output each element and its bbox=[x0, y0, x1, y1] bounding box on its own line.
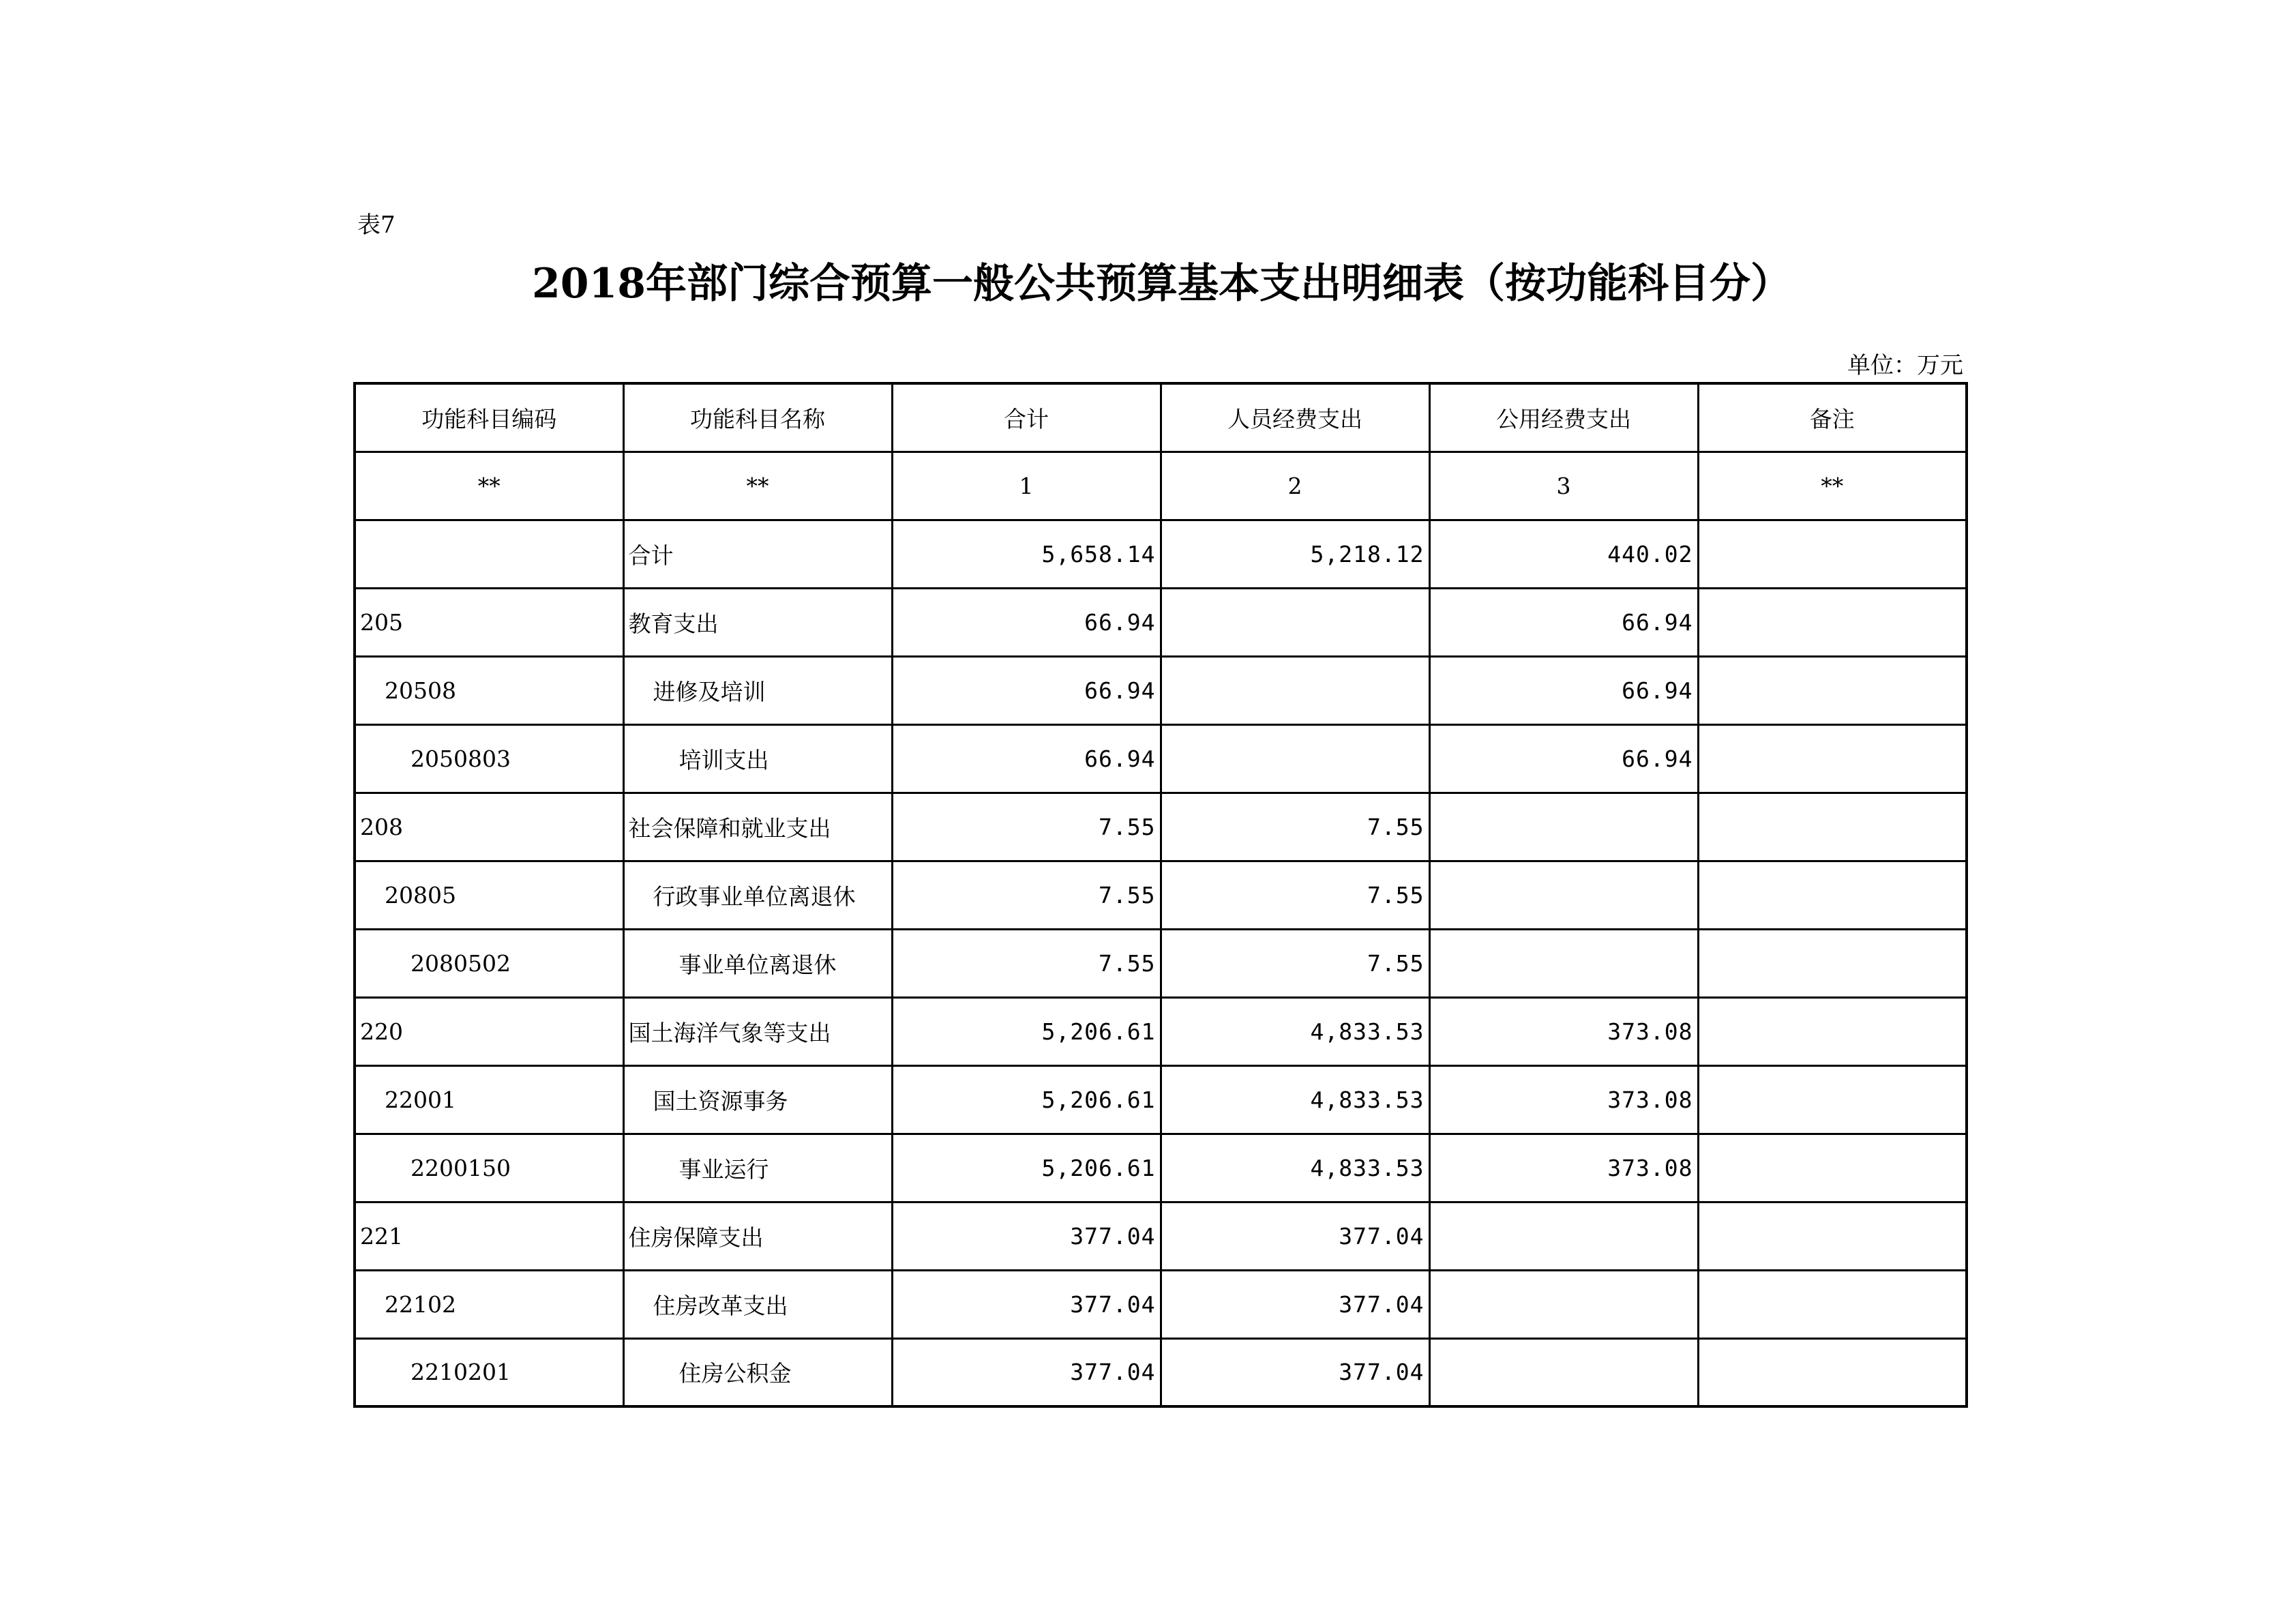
subheader-cell: ** bbox=[355, 452, 623, 520]
unit-label: 单位：万元 bbox=[1847, 352, 1963, 379]
cell-name: 事业单位离退休 bbox=[623, 929, 892, 997]
cell-public: 66.94 bbox=[1429, 724, 1698, 793]
cell-total: 66.94 bbox=[892, 588, 1161, 656]
table-row bbox=[355, 997, 1967, 1065]
subheader-cell: 3 bbox=[1429, 452, 1698, 520]
cell-public bbox=[1429, 1338, 1698, 1406]
cell-public bbox=[1429, 861, 1698, 929]
cell-personnel: 5,218.12 bbox=[1161, 520, 1429, 588]
cell-total: 5,206.61 bbox=[892, 997, 1161, 1065]
cell-public bbox=[1429, 793, 1698, 861]
budget-table bbox=[353, 382, 1968, 1408]
cell-total: 5,658.14 bbox=[892, 520, 1161, 588]
cell-name: 住房改革支出 bbox=[623, 1270, 892, 1338]
cell-note bbox=[1698, 1270, 1967, 1338]
cell-personnel bbox=[1161, 724, 1429, 793]
cell-total: 377.04 bbox=[892, 1202, 1161, 1270]
cell-personnel: 7.55 bbox=[1161, 793, 1429, 861]
cell-public bbox=[1429, 929, 1698, 997]
column-header-personnel: 人员经费支出 bbox=[1161, 383, 1429, 452]
cell-name: 合计 bbox=[623, 520, 892, 588]
cell-total: 7.55 bbox=[892, 793, 1161, 861]
cell-personnel: 7.55 bbox=[1161, 861, 1429, 929]
cell-code: 2210201 bbox=[355, 1338, 623, 1406]
cell-code: 221 bbox=[355, 1202, 623, 1270]
cell-note bbox=[1698, 724, 1967, 793]
table-row bbox=[355, 1065, 1967, 1134]
cell-total: 377.04 bbox=[892, 1338, 1161, 1406]
column-header-public: 公用经费支出 bbox=[1429, 383, 1698, 452]
cell-total: 377.04 bbox=[892, 1270, 1161, 1338]
cell-code: 22102 bbox=[355, 1270, 623, 1338]
cell-total: 7.55 bbox=[892, 929, 1161, 997]
cell-note bbox=[1698, 1202, 1967, 1270]
cell-code: 20805 bbox=[355, 861, 623, 929]
table-row bbox=[355, 724, 1967, 793]
cell-code bbox=[355, 520, 623, 588]
table-row bbox=[355, 1134, 1967, 1202]
cell-name: 进修及培训 bbox=[623, 656, 892, 724]
cell-personnel: 4,833.53 bbox=[1161, 1065, 1429, 1134]
column-header-total: 合计 bbox=[892, 383, 1161, 452]
cell-personnel: 377.04 bbox=[1161, 1270, 1429, 1338]
cell-personnel bbox=[1161, 588, 1429, 656]
cell-note bbox=[1698, 929, 1967, 997]
cell-total: 66.94 bbox=[892, 724, 1161, 793]
cell-note bbox=[1698, 1134, 1967, 1202]
cell-name: 住房保障支出 bbox=[623, 1202, 892, 1270]
cell-personnel: 7.55 bbox=[1161, 929, 1429, 997]
table-row bbox=[355, 861, 1967, 929]
table-row bbox=[355, 1270, 1967, 1338]
cell-note bbox=[1698, 1338, 1967, 1406]
subheader-cell: 2 bbox=[1161, 452, 1429, 520]
cell-personnel: 4,833.53 bbox=[1161, 1134, 1429, 1202]
cell-personnel: 377.04 bbox=[1161, 1202, 1429, 1270]
cell-name: 事业运行 bbox=[623, 1134, 892, 1202]
subheader-cell: ** bbox=[623, 452, 892, 520]
cell-public: 440.02 bbox=[1429, 520, 1698, 588]
table-row bbox=[355, 793, 1967, 861]
cell-public: 373.08 bbox=[1429, 997, 1698, 1065]
cell-code: 2050803 bbox=[355, 724, 623, 793]
cell-note bbox=[1698, 997, 1967, 1065]
table-row bbox=[355, 1338, 1967, 1406]
table-row bbox=[355, 1202, 1967, 1270]
cell-name: 住房公积金 bbox=[623, 1338, 892, 1406]
page-title: 2018年部门综合预算一般公共预算基本支出明细表（按功能科目分） bbox=[532, 260, 1791, 308]
cell-note bbox=[1698, 588, 1967, 656]
column-header-code: 功能科目编码 bbox=[355, 383, 623, 452]
cell-personnel: 4,833.53 bbox=[1161, 997, 1429, 1065]
cell-code: 22001 bbox=[355, 1065, 623, 1134]
column-header-name: 功能科目名称 bbox=[623, 383, 892, 452]
cell-name: 培训支出 bbox=[623, 724, 892, 793]
cell-public: 373.08 bbox=[1429, 1134, 1698, 1202]
cell-code: 2200150 bbox=[355, 1134, 623, 1202]
cell-name: 国土资源事务 bbox=[623, 1065, 892, 1134]
table-row bbox=[355, 520, 1967, 588]
table-row bbox=[355, 588, 1967, 656]
cell-public: 66.94 bbox=[1429, 588, 1698, 656]
cell-code: 220 bbox=[355, 997, 623, 1065]
cell-name: 国土海洋气象等支出 bbox=[623, 997, 892, 1065]
cell-public: 66.94 bbox=[1429, 656, 1698, 724]
subheader-cell: ** bbox=[1698, 452, 1967, 520]
cell-total: 7.55 bbox=[892, 861, 1161, 929]
cell-public bbox=[1429, 1270, 1698, 1338]
cell-note bbox=[1698, 861, 1967, 929]
table-number-label: 表7 bbox=[357, 211, 396, 239]
cell-code: 205 bbox=[355, 588, 623, 656]
cell-public bbox=[1429, 1202, 1698, 1270]
cell-code: 20508 bbox=[355, 656, 623, 724]
cell-personnel: 377.04 bbox=[1161, 1338, 1429, 1406]
table-row bbox=[355, 929, 1967, 997]
cell-note bbox=[1698, 1065, 1967, 1134]
subheader-cell: 1 bbox=[892, 452, 1161, 520]
cell-note bbox=[1698, 793, 1967, 861]
cell-name: 教育支出 bbox=[623, 588, 892, 656]
subheader-row bbox=[355, 452, 1967, 520]
cell-code: 208 bbox=[355, 793, 623, 861]
cell-total: 5,206.61 bbox=[892, 1134, 1161, 1202]
cell-note bbox=[1698, 656, 1967, 724]
cell-total: 66.94 bbox=[892, 656, 1161, 724]
cell-code: 2080502 bbox=[355, 929, 623, 997]
cell-personnel bbox=[1161, 656, 1429, 724]
cell-total: 5,206.61 bbox=[892, 1065, 1161, 1134]
cell-public: 373.08 bbox=[1429, 1065, 1698, 1134]
header-row bbox=[355, 383, 1967, 452]
cell-note bbox=[1698, 520, 1967, 588]
column-header-note: 备注 bbox=[1698, 383, 1967, 452]
table-body bbox=[355, 452, 1967, 1406]
cell-name: 行政事业单位离退休 bbox=[623, 861, 892, 929]
cell-name: 社会保障和就业支出 bbox=[623, 793, 892, 861]
table-row bbox=[355, 656, 1967, 724]
